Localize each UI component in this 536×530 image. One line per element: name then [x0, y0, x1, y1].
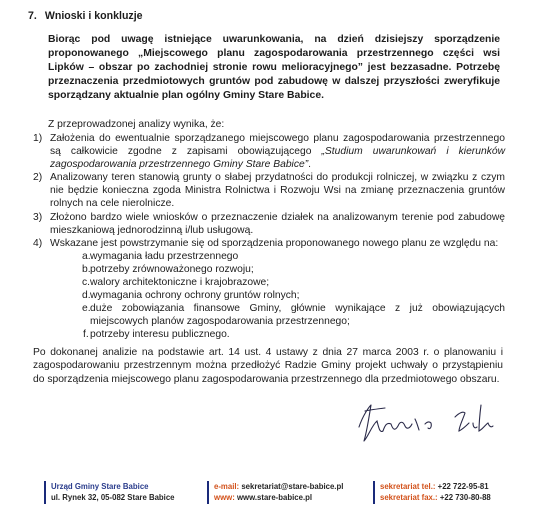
www-label: www:: [214, 492, 235, 502]
reason-text: walory architektoniczne i krajobrazowe;: [90, 277, 270, 289]
footer-divider: [207, 481, 209, 504]
email-label: e-mail:: [214, 482, 240, 491]
finding-item: [33, 237, 505, 342]
conclusion-paragraph: Po dokonanej analizie na podstawie art. 14 ust. 4 ustawy z dnia 27 marca 2003 r. o planowaniu i zagospodarowaniu przestrzennym można przedłożyć Radzie Gminy projekt uchwały o przystąpieniu do sporządzenia miejscowego planu zagospodarowania przestrzennego dla przedmiotowego obszaru.: [33, 347, 503, 385]
finding-marker: 2): [33, 172, 43, 184]
reason-letter: f.: [83, 329, 89, 341]
fax-label: sekretariat fax.:: [380, 492, 438, 502]
reason-letter: a.: [82, 250, 91, 262]
reason-item: [50, 276, 505, 289]
finding-text-end: .: [308, 159, 312, 171]
fax-number: +22 730-80-88: [439, 492, 491, 502]
reason-text: duże zobowiązania finansowe Gminy, głównie wynikające z już obowiązujących miejscowych planów zagospodarowania przestrzennego;: [90, 303, 505, 328]
section-heading: [28, 10, 143, 22]
reason-text: potrzeby zrównoważonego rozwoju;: [90, 263, 254, 275]
handwritten-signature: [355, 397, 505, 447]
finding-marker: 3): [33, 211, 43, 223]
phone-label: sekretariat tel.:: [380, 482, 436, 491]
finding-text: Analizowany teren stanowią grunty o słabej przydatności do produkcji rolniczej, w związku z czym nie będzie konieczna zgoda Ministra Rolnictwa i Rozwoju Wsi na zmianę przeznaczenia gruntów rolnych na cele nierolnicze.: [50, 172, 505, 210]
analysis-intro: Z przeprowadzonej analizy wynika, że:: [48, 119, 225, 130]
finding-marker: 1): [33, 133, 43, 144]
finding-text: Założenia do ewentualnie sporządzanego miejscowego planu zagospodarowania przestrzennego są całkowicie zgodne z zapisami obowiązującego: [50, 133, 505, 158]
findings-list: [33, 132, 505, 342]
finding-item: [33, 211, 505, 237]
office-name: Urząd Gminy Stare Babice: [51, 482, 149, 491]
office-address: ul. Rynek 32, 05-082 Stare Babice: [51, 492, 175, 502]
footer-office: [51, 482, 175, 503]
footer-divider: [373, 481, 375, 504]
finding-marker: 4): [33, 237, 43, 249]
finding-item: [33, 171, 505, 210]
footer-divider: [44, 481, 46, 504]
section-title: Wnioski i konkluzje: [44, 10, 143, 22]
reason-item: [50, 289, 505, 302]
reason-letter: e.: [82, 303, 91, 315]
reason-item: [50, 250, 505, 263]
www-link[interactable]: www.stare-babice.pl: [236, 492, 313, 502]
reason-letter: c.: [82, 277, 91, 289]
phone-number: +22 722-95-81: [437, 482, 489, 491]
reason-text: wymagania ładu przestrzennego: [90, 250, 239, 262]
reason-item: [50, 263, 505, 276]
reason-item: [50, 328, 505, 341]
finding-text: Wskazane jest powstrzymanie się od sporządzenia proponowanego nowego planu ze względu na:: [50, 237, 499, 249]
email-link[interactable]: sekretariat@stare-babice.pl: [241, 482, 344, 491]
finding-text: Złożono bardzo wiele wniosków o przeznaczenie działek na analizowanym terenie pod zabudowę mieszkaniową jednorodzinną i/lub usługową.: [50, 211, 505, 236]
reason-item: [50, 302, 505, 328]
reason-text: wymagania ochrony ochrony gruntów rolnych;: [90, 290, 300, 302]
reason-text: potrzeby interesu publicznego.: [90, 329, 230, 341]
reason-letter: b.: [82, 263, 91, 275]
intro-paragraph: Biorąc pod uwagę istniejące uwarunkowania, na dzień dzisiejszy sporządzenie proponowanego „Miejscowego planu zagospodarowania przestrzennego części wsi Lipków – obszar po zachodniej stronie rowu melioracyjnego” jest bezzasadne. Potrzebę przeznaczenia przedmiotowych gruntów pod zabudowę w dalszej przyszłości zweryfikuje sporządzany aktualnie plan ogólny Gminy Stare Babice.: [48, 34, 500, 101]
footer-phone: [380, 482, 491, 503]
studium-title: „Studium uwarunkowań i kierunków zagospodarowania przestrzennego Gminy Stare Babice”: [50, 146, 506, 171]
footer-contact: [214, 482, 343, 503]
finding-item: [33, 132, 505, 171]
letterhead-footer: [0, 478, 536, 530]
reasons-list: [50, 250, 505, 342]
section-number: 7.: [28, 10, 37, 22]
reason-letter: d.: [82, 290, 91, 302]
